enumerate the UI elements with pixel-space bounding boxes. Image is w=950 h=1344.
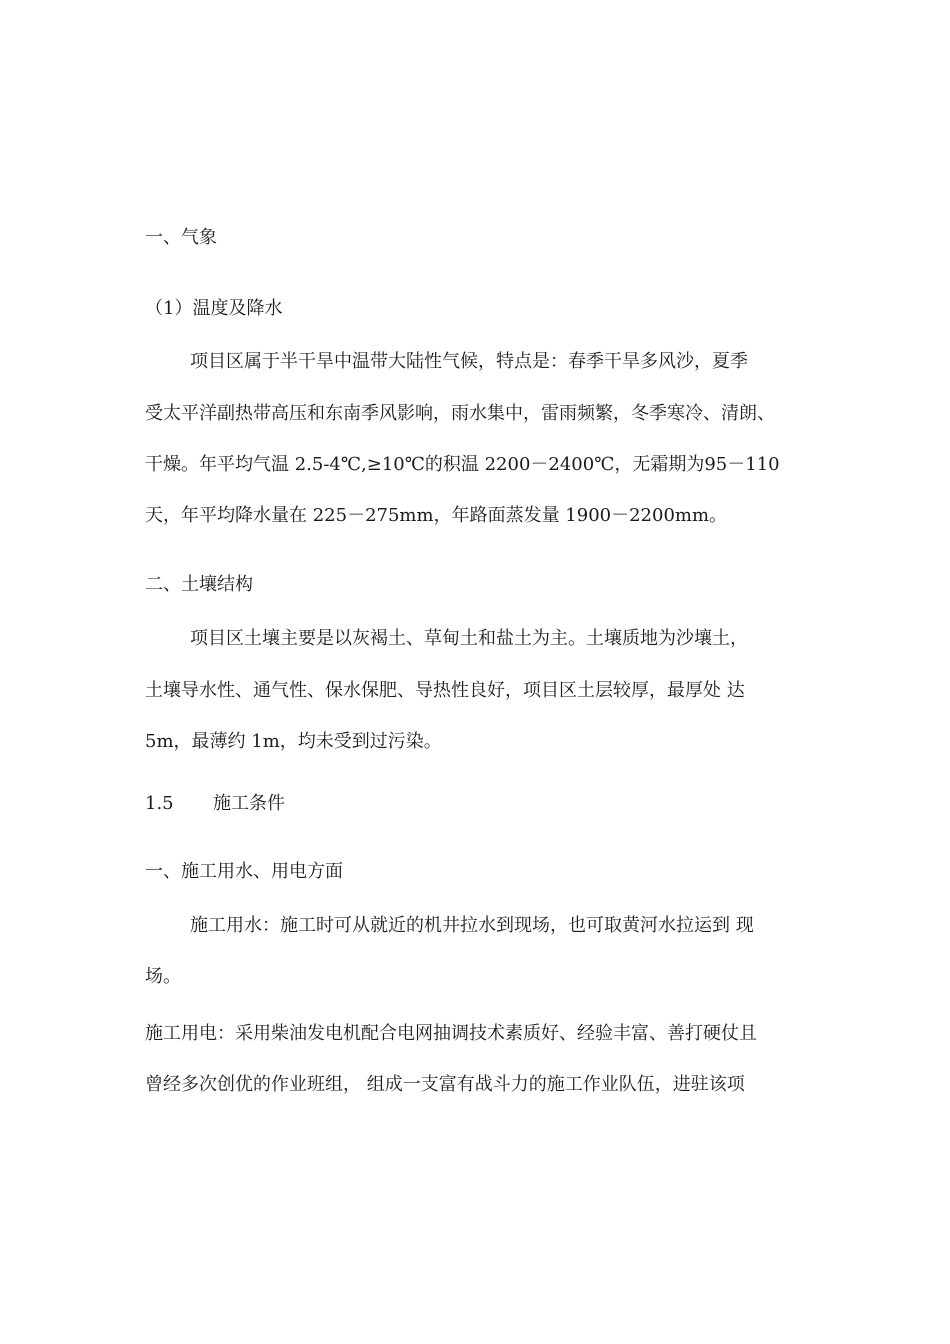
paragraph-line: 场。 — [145, 966, 181, 987]
paragraph-line: 项目区属于半干旱中温带大陆性气候，特点是：春季干旱多风沙，夏季 — [190, 351, 748, 372]
section-heading-conditions — [145, 791, 285, 817]
paragraph-line: 干燥。年平均气温 2.5-4℃,≥10℃的积温 2200－2400℃，无霜期为95－110 — [145, 454, 780, 475]
section-heading-weather: 一、气象 — [145, 227, 217, 248]
paragraph-line: 受太平洋副热带高压和东南季风影响，雨水集中，雷雨频繁，冬季寒冷、清朗、 — [145, 403, 775, 424]
paragraph-line: 施工用水：施工时可从就近的机井拉水到现场，也可取黄河水拉运到 现 — [190, 915, 754, 936]
paragraph-line: 土壤导水性、通气性、保水保肥、导热性良好，项目区土层较厚，最厚处 达 — [145, 680, 745, 701]
paragraph-line: 5m，最薄约 1m，均未受到过污染。 — [145, 731, 442, 752]
section-heading-soil: 二、土壤结构 — [145, 574, 253, 595]
section-number: 1.5 — [145, 793, 174, 814]
paragraph-line: 曾经多次创优的作业班组， 组成一支富有战斗力的施工作业队伍，进驻该项 — [145, 1074, 745, 1095]
sub-heading-temperature: （1）温度及降水 — [145, 298, 283, 319]
paragraph-line: 天，年平均降水量在 225－275mm，年路面蒸发量 1900－2200mm。 — [145, 505, 728, 526]
section-title: 施工条件 — [213, 793, 285, 814]
sub-heading-water-power: 一、施工用水、用电方面 — [145, 861, 343, 882]
paragraph-line: 施工用电：采用柴油发电机配合电网抽调技术素质好、经验丰富、善打硬仗且 — [145, 1023, 757, 1044]
paragraph-line: 项目区土壤主要是以灰褐土、草甸土和盐土为主。土壤质地为沙壤土， — [190, 628, 748, 649]
